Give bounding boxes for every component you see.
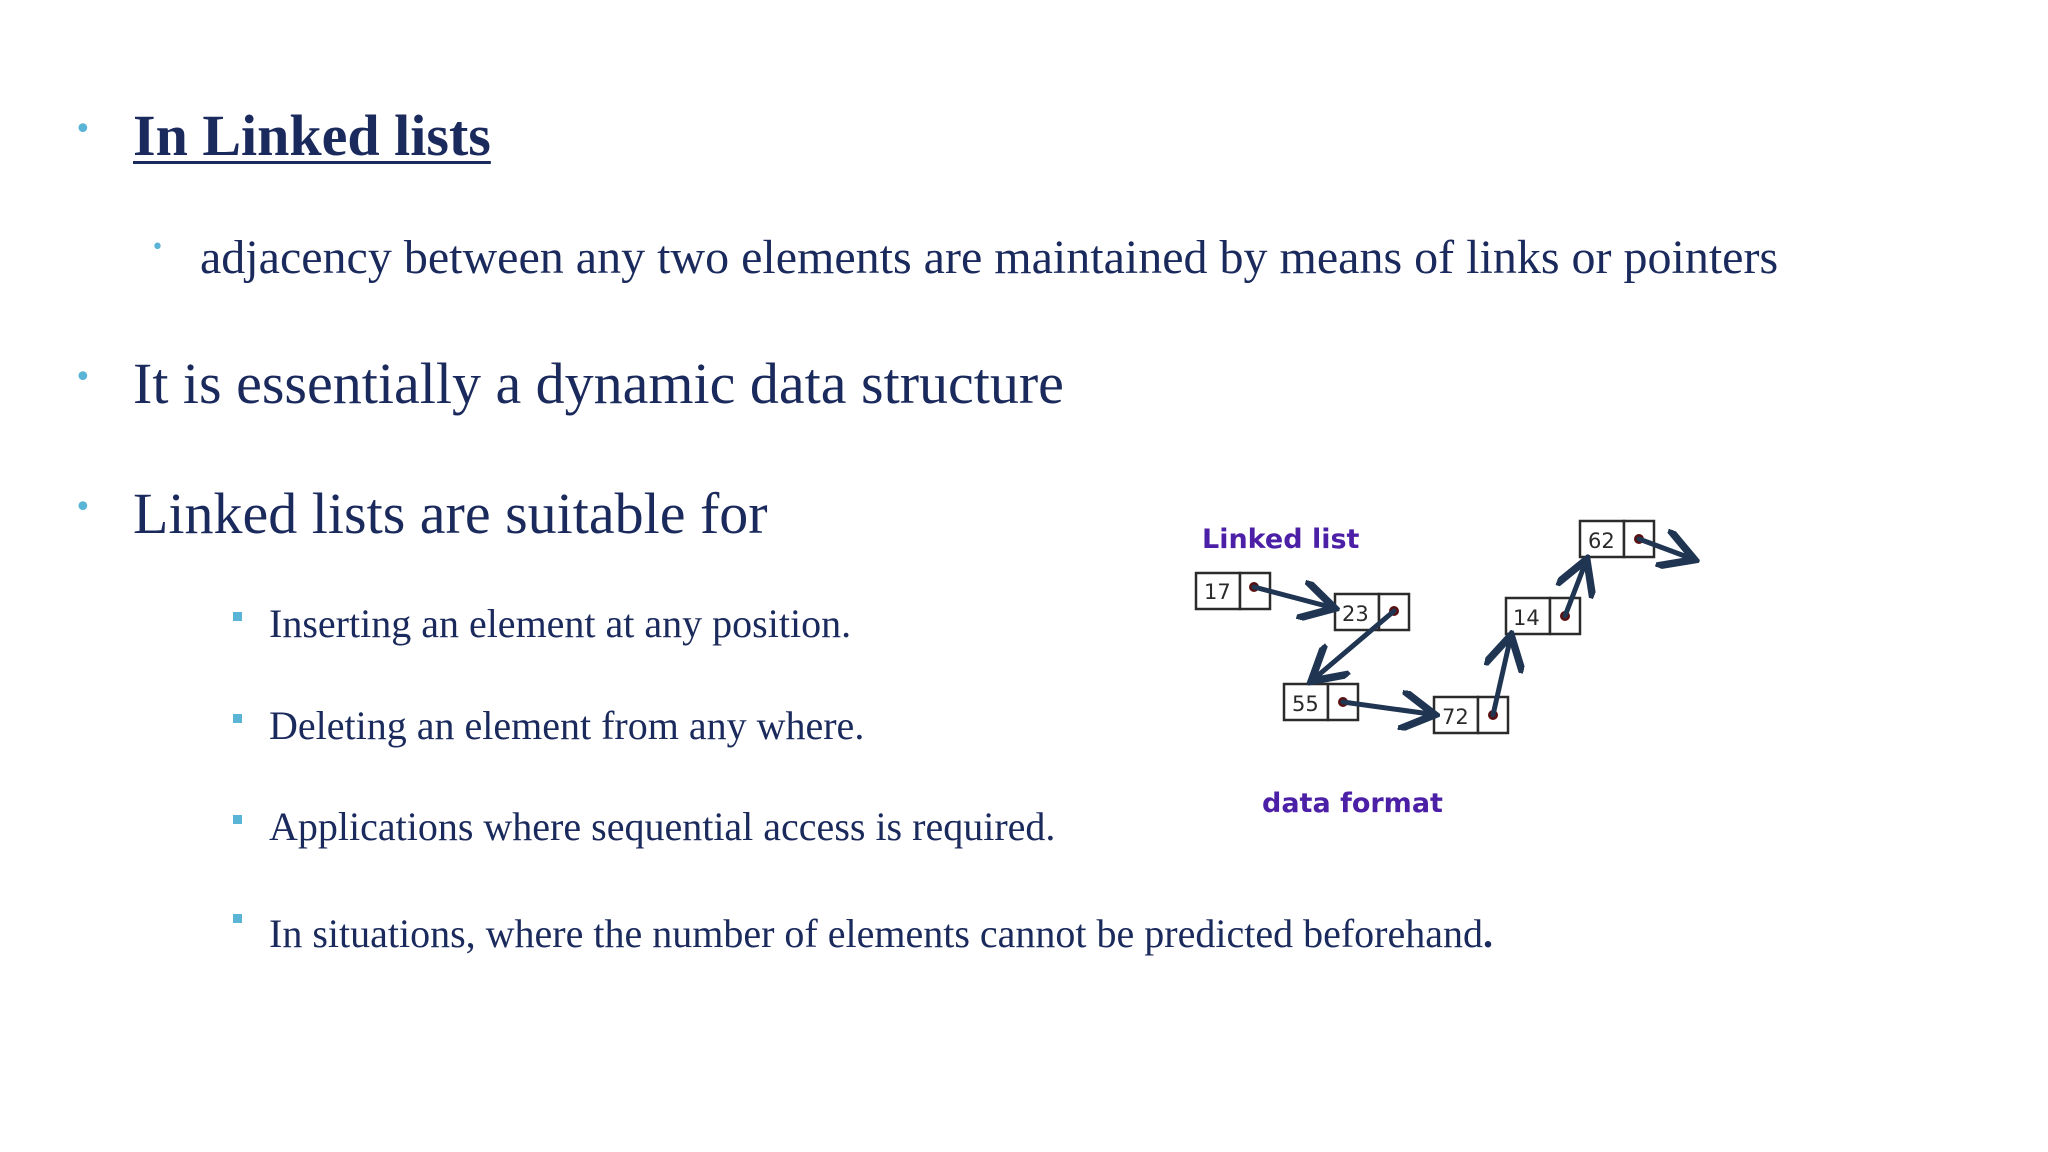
- linked-list-svg: [1180, 500, 1720, 840]
- bullet-text: Inserting an element at any position.: [269, 601, 852, 646]
- node-value: 55: [1292, 692, 1319, 716]
- node-23: [1335, 594, 1409, 630]
- diagram-caption: data format: [1262, 788, 1443, 819]
- bullet-text: It is essentially a dynamic data structure: [133, 351, 1064, 416]
- node-17: [1196, 573, 1270, 609]
- bullet-period: .: [1483, 911, 1494, 956]
- bullet-square: [233, 914, 242, 923]
- bullet-text: Applications where sequential access is required.: [269, 804, 1056, 849]
- bullet-text-body: In situations, where the number of elements cannot be predicted beforehand: [269, 911, 1484, 956]
- node-value: 14: [1513, 606, 1540, 630]
- bullet-text: [269, 910, 1493, 957]
- bullet-dot: •: [151, 235, 164, 260]
- bullet-dot: •: [74, 112, 92, 147]
- node-value: 62: [1588, 529, 1615, 553]
- bullet-square: [233, 714, 242, 723]
- section-heading: In Linked lists: [133, 103, 491, 168]
- node-value: 17: [1204, 580, 1231, 604]
- bullet-dot: •: [74, 490, 92, 525]
- bullet-text: Linked lists are suitable for: [133, 481, 768, 546]
- diagram-title: Linked list: [1202, 524, 1360, 555]
- bullet-text: Deleting an element from any where.: [269, 703, 865, 748]
- bullet-text: adjacency between any two elements are maintained by means of links or pointers: [200, 231, 1779, 284]
- node-value: 23: [1342, 602, 1369, 626]
- bullet-square: [233, 612, 242, 621]
- bullet-dot: •: [74, 360, 92, 395]
- node-value: 72: [1442, 705, 1469, 729]
- linked-list-diagram: [1180, 500, 1720, 840]
- bullet-square: [233, 815, 242, 824]
